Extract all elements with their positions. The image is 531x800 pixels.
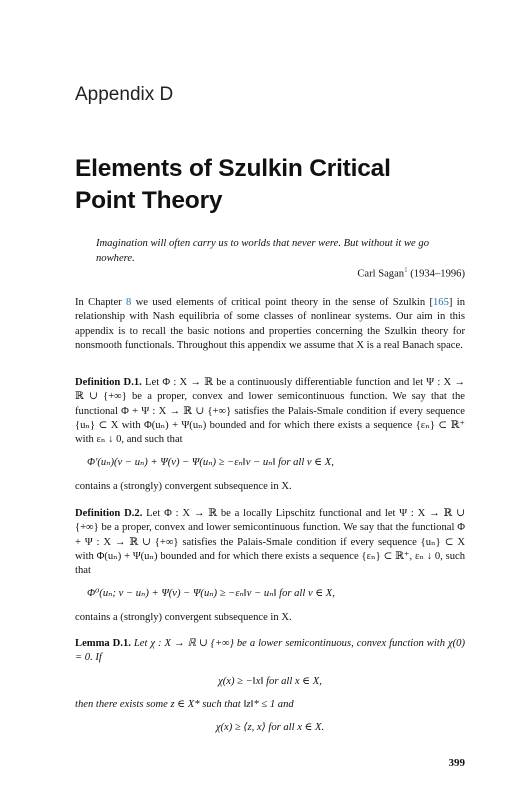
- lemma-d1-equation-1: χ(x) ≥ −‖x‖ for all x ∈ X,: [218, 675, 322, 687]
- page-number: 399: [448, 757, 465, 769]
- definition-d1-label: Definition D.1.: [75, 377, 142, 388]
- lemma-d1-equation-2: χ(x) ≥ ⟨z, x⟩ for all x ∈ X.: [215, 722, 325, 734]
- definition-d2-equation: Φ⁰(uₙ; v − uₙ) + Ψ(v) − Ψ(uₙ) ≥ −εₙ‖v − uₙ‖ for all v ∈ X,: [87, 588, 335, 600]
- definition-d1-conclusion: contains a (strongly) convergent subsequence in X.: [75, 480, 292, 492]
- chapter-title-line-1: Elements of Szulkin Critical: [75, 155, 391, 182]
- intro-paragraph: [75, 296, 465, 353]
- definition-d1-text: Let Φ : X → ℝ be a continuously differentiable function and let Ψ : X → ℝ ∪ {+∞} be a proper, convex and lower semicontinuous function. We say that the functional Φ + Ψ : X → ℝ ∪ {+∞} satisfies the Palais-Smale condition if every sequence {uₙ} ⊂ X with Φ(uₙ) + Ψ(uₙ) bounded and for which there exists a sequence {εₙ} ⊂ ℝ⁺ with εₙ ↓ 0, and such that: [75, 377, 465, 446]
- epigraph-attribution: [357, 266, 465, 280]
- definition-d2-label: Definition D.2.: [75, 508, 143, 519]
- intro-text-part-3: ] in relationship with Nash equilibria of some classes of nonlinear systems. Our aim in this appendix is to recall the basic notions and properties concerning the Szulkin theory for nonsmooth functionals. Throughout this appendix we assume that X is a real Banach space.: [75, 297, 465, 351]
- epigraph-dates: (1934–1996): [410, 268, 465, 280]
- lemma-d1-middle-text: then there exists some z ∈ X* such that ‖z‖* ≤ 1 and: [75, 698, 294, 710]
- lemma-d1: [75, 637, 465, 744]
- lemma-d1-text: Let χ : X → ℝ ∪ {+∞} be a lower semicontinuous, convex function with χ(0) = 0. If: [75, 638, 466, 664]
- intro-text-part-1: In Chapter: [75, 297, 127, 308]
- footnote-marker-link[interactable]: 1: [404, 266, 408, 274]
- chapter-reference-link[interactable]: 8: [126, 297, 132, 308]
- epigraph-quote: Imagination will often carry us to worlds that never were. But without it we go nowhere.: [96, 238, 429, 264]
- intro-text-part-2: we used elements of critical point theory in the sense of Szulkin [: [131, 297, 433, 308]
- definition-d2: [75, 507, 465, 625]
- citation-link[interactable]: 165: [433, 297, 449, 308]
- appendix-label: Appendix D: [75, 84, 174, 105]
- definition-d1: [75, 376, 465, 494]
- lemma-d1-label: Lemma D.1.: [75, 638, 131, 649]
- definition-d2-conclusion: contains a (strongly) convergent subsequence in X.: [75, 611, 292, 623]
- epigraph-author: Carl Sagan: [357, 268, 405, 280]
- definition-d2-text: Let Φ : X → ℝ be a locally Lipschitz functional and let Ψ : X → ℝ ∪ {+∞} be a proper, convex and lower semicontinuous function. We say that the functional Φ + Ψ : X → ℝ ∪ {+∞} satisfies the Palais-Smale condition if every sequence {uₙ} ⊂ X with Φ(uₙ) + Ψ(uₙ) bounded and for which there exists a sequence {εₙ} ⊂ ℝ⁺, εₙ ↓ 0, such that: [75, 508, 465, 577]
- chapter-title-line-2: Point Theory: [75, 187, 223, 214]
- definition-d1-equation: Φ′(uₙ)(v − uₙ) + Ψ(v) − Ψ(uₙ) ≥ −εₙ‖v − uₙ‖ for all v ∈ X,: [87, 457, 334, 469]
- chapter-title: [75, 153, 495, 217]
